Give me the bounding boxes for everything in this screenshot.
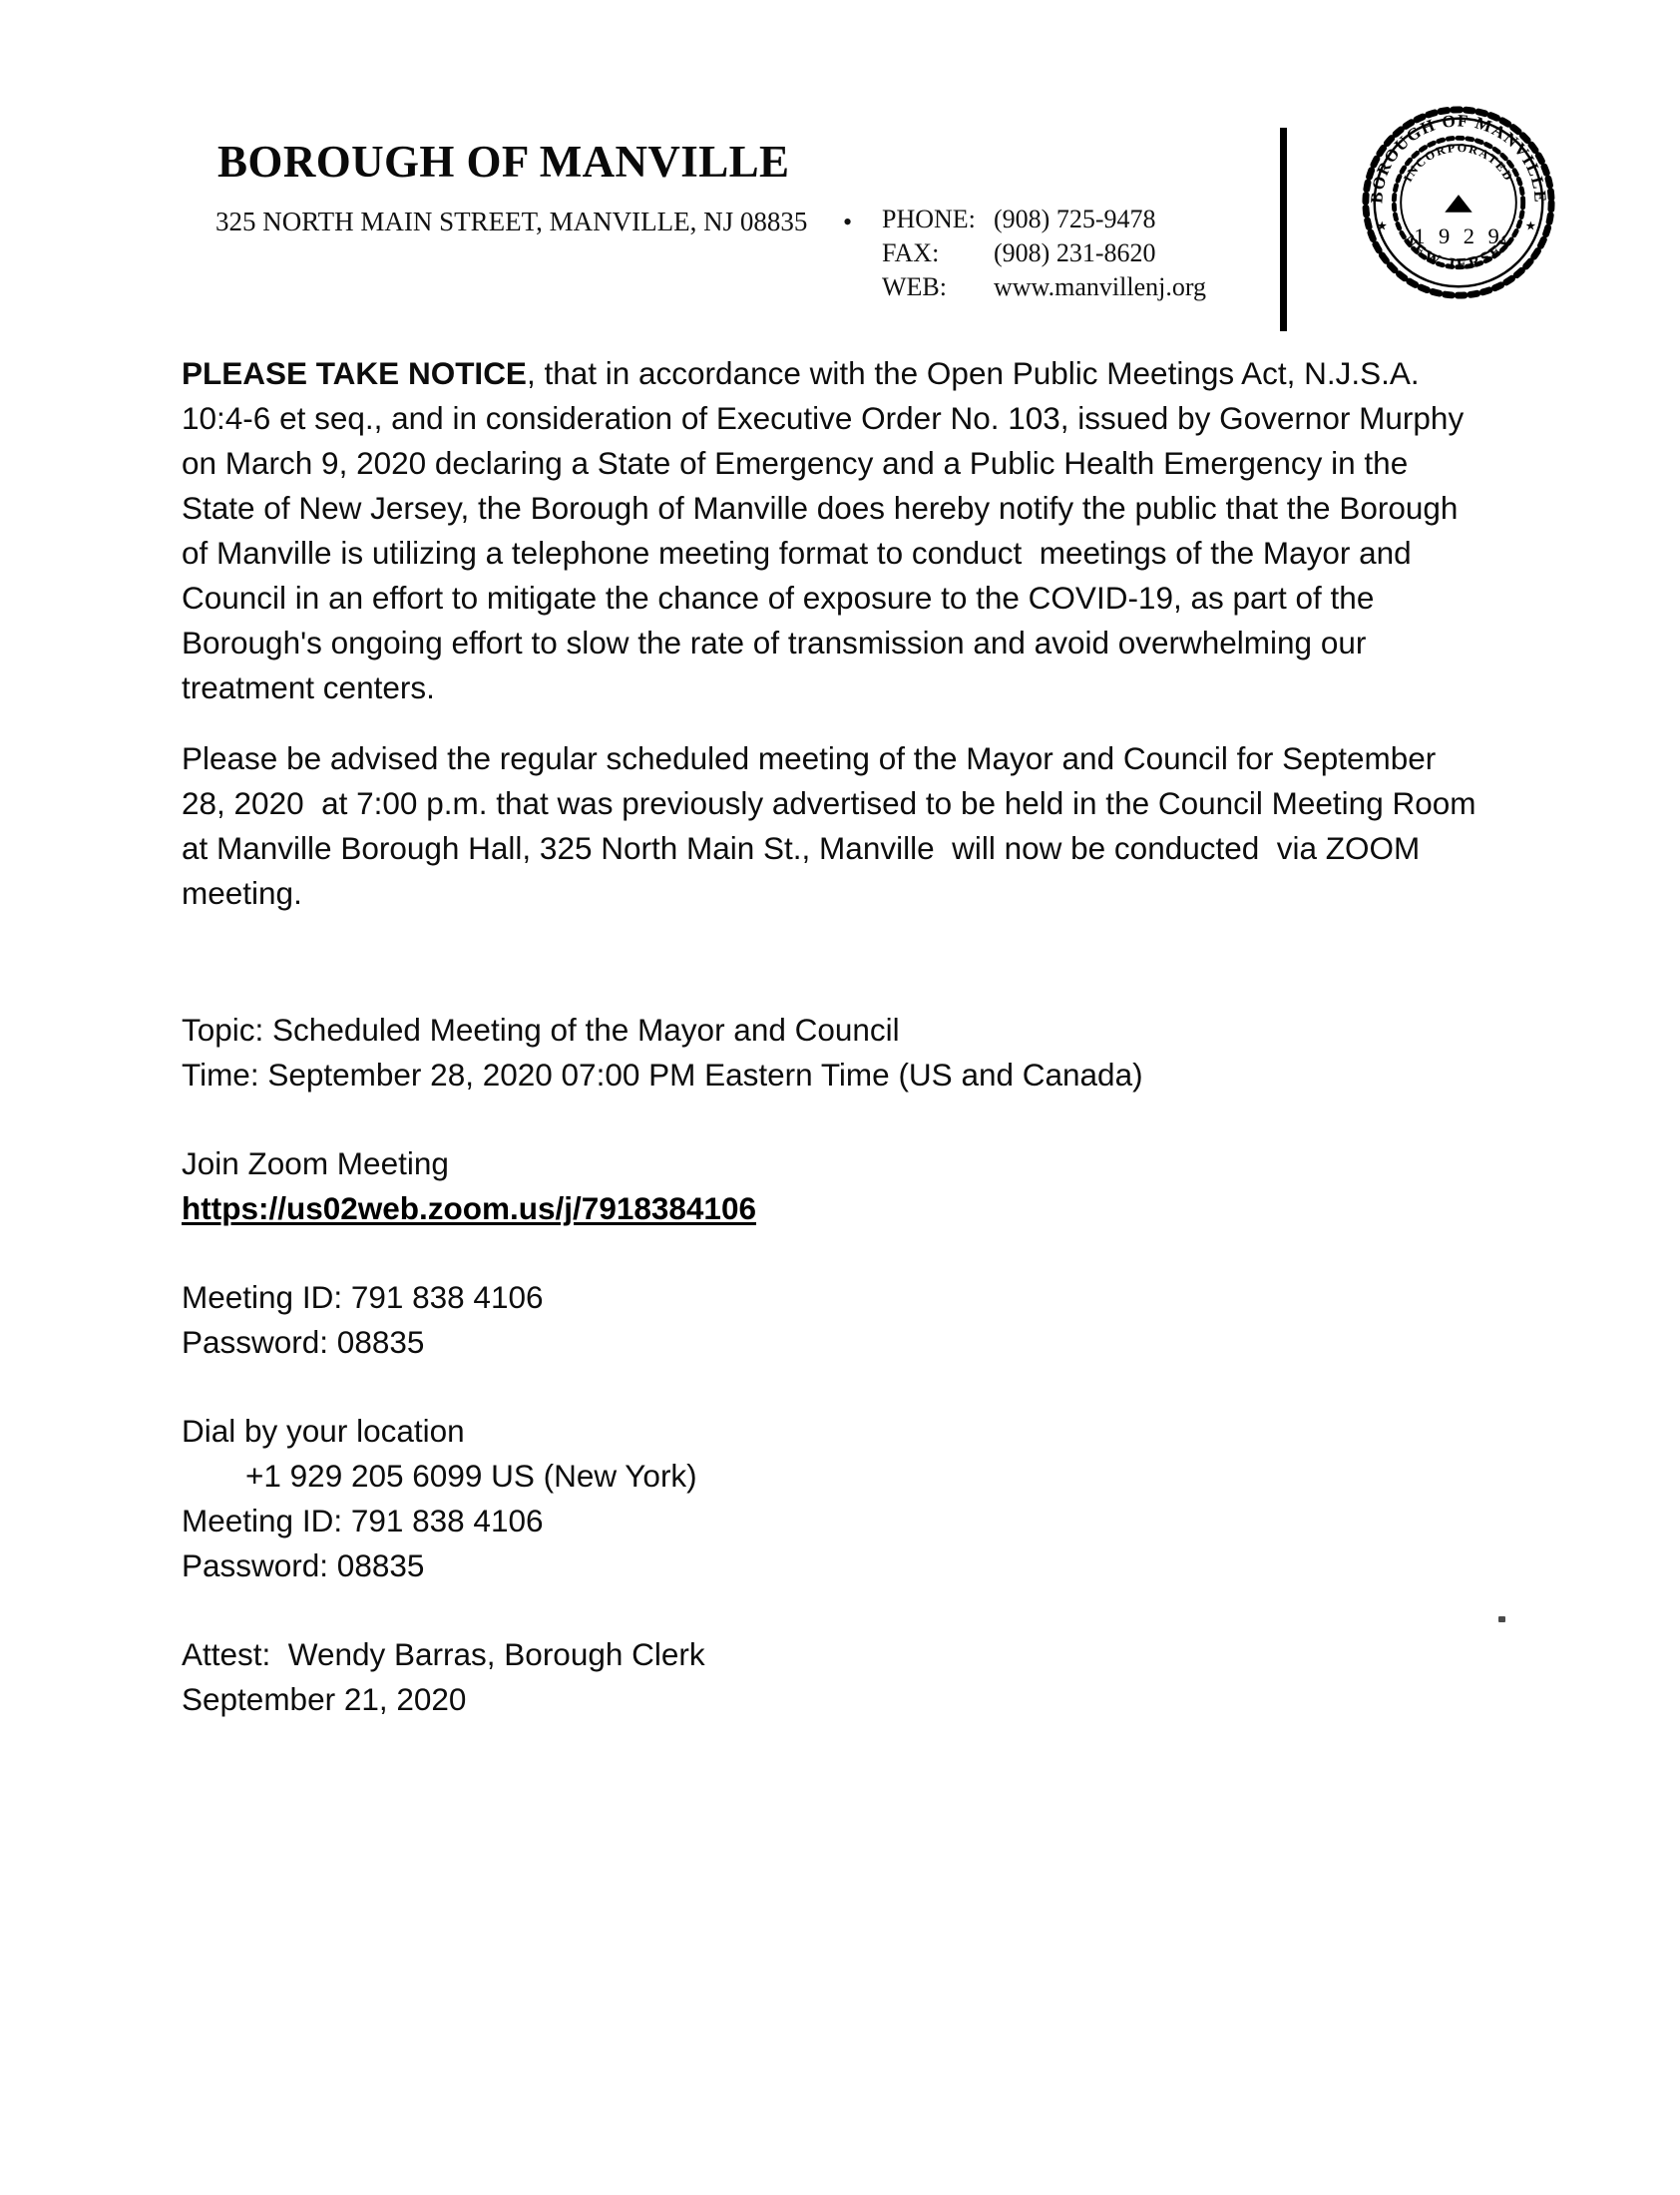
svg-text:1 9 2 9: 1 9 2 9 — [1414, 223, 1503, 249]
svg-text:INCORPORATED: INCORPORATED — [1400, 140, 1516, 185]
contact-value-fax: (908) 231-8620 — [994, 238, 1156, 267]
zoom-join-link[interactable]: https://us02web.zoom.us/j/7918384106 — [182, 1190, 756, 1226]
letterhead — [0, 0, 1680, 339]
letterhead-address: 325 NORTH MAIN STREET, MANVILLE, NJ 08835 — [215, 207, 808, 236]
contact-label-fax: FAX: — [882, 238, 940, 267]
contact-row-web — [882, 270, 1206, 304]
zoom-join-link-row — [182, 1186, 1478, 1231]
notice-paragraph-2: Please be advised the regular scheduled meeting of the Mayor and Council for September 28, 2020 at 7:00 p.m. that was previously advertised to be held in the Council Meeting Room at Manville Borough Hall, 325 North Main St., Manville will now be conducted via ZOOM meeting. — [182, 740, 1485, 911]
dial-meeting-id-line: Meeting ID: 791 838 4106 — [182, 1503, 544, 1538]
meeting-id-line: Meeting ID: 791 838 4106 — [182, 1279, 544, 1315]
header-vertical-divider — [1280, 128, 1287, 331]
attest-date: September 21, 2020 — [182, 1681, 467, 1717]
contact-value-phone: (908) 725-9478 — [994, 205, 1156, 233]
section-spacer — [182, 1231, 1478, 1275]
dial-by-location-heading: Dial by your location — [182, 1413, 465, 1449]
svg-text:★: ★ — [1376, 219, 1389, 233]
paragraph-notice — [182, 351, 1478, 710]
bullet-separator-icon: • — [843, 208, 853, 236]
time-line: Time: September 28, 2020 07:00 PM Eastern Time (US and Canada) — [182, 1057, 1143, 1093]
notice-paragraph-1: , that in accordance with the Open Public Meetings Act, N.J.S.A. 10:4-6 et seq., and in consideration of Executive Order No. 103, issued by Governor Murphy on March 9, 2020 declaring a State of Emergency and a Public Health Emergency in the State of New Jersey, the Borough of Manville does hereby notify the public that the Borough of Manville is utilizing a telephone meeting format to conduct meetings of the Mayor and Council in an effort to mitigate the chance of exposure to the COVID-19, as part of the Borough's ongoing effort to slow the rate of transmission and avoid overwhelming our treatment centers. — [182, 355, 1472, 705]
attest-line: Attest: Wendy Barras, Borough Clerk — [182, 1636, 705, 1672]
contact-row-fax — [882, 236, 1206, 270]
letterhead-contact-block — [882, 203, 1206, 304]
dial-phone-number: +1 929 205 6099 US (New York) — [245, 1458, 697, 1494]
password-line: Password: 08835 — [182, 1324, 425, 1360]
dial-number-row — [182, 1454, 1478, 1499]
section-spacer — [182, 1365, 1478, 1409]
notice-lead-label: PLEASE TAKE NOTICE — [182, 355, 527, 391]
join-zoom-heading: Join Zoom Meeting — [182, 1145, 449, 1181]
scan-artifact-mark — [1498, 1616, 1505, 1622]
page-title: BOROUGH OF MANVILLE — [217, 137, 790, 187]
dial-password-line: Password: 08835 — [182, 1547, 425, 1583]
contact-label-phone: PHONE: — [882, 205, 976, 233]
notice-body — [182, 351, 1485, 1722]
borough-seal-icon — [1361, 105, 1556, 300]
section-spacer — [182, 1098, 1478, 1141]
contact-label-web: WEB: — [882, 272, 947, 301]
contact-row-phone — [882, 203, 1206, 236]
svg-text:NEW JERSEY: NEW JERSEY — [1400, 231, 1517, 273]
svg-text:★: ★ — [1524, 219, 1537, 233]
contact-value-web: www.manvillenj.org — [994, 272, 1207, 301]
section-spacer — [182, 1588, 1478, 1632]
section-spacer — [182, 942, 1478, 1008]
topic-line: Topic: Scheduled Meeting of the Mayor and Council — [182, 1012, 900, 1048]
svg-text:BOROUGH OF MANVILLE: BOROUGH OF MANVILLE — [1367, 111, 1550, 205]
